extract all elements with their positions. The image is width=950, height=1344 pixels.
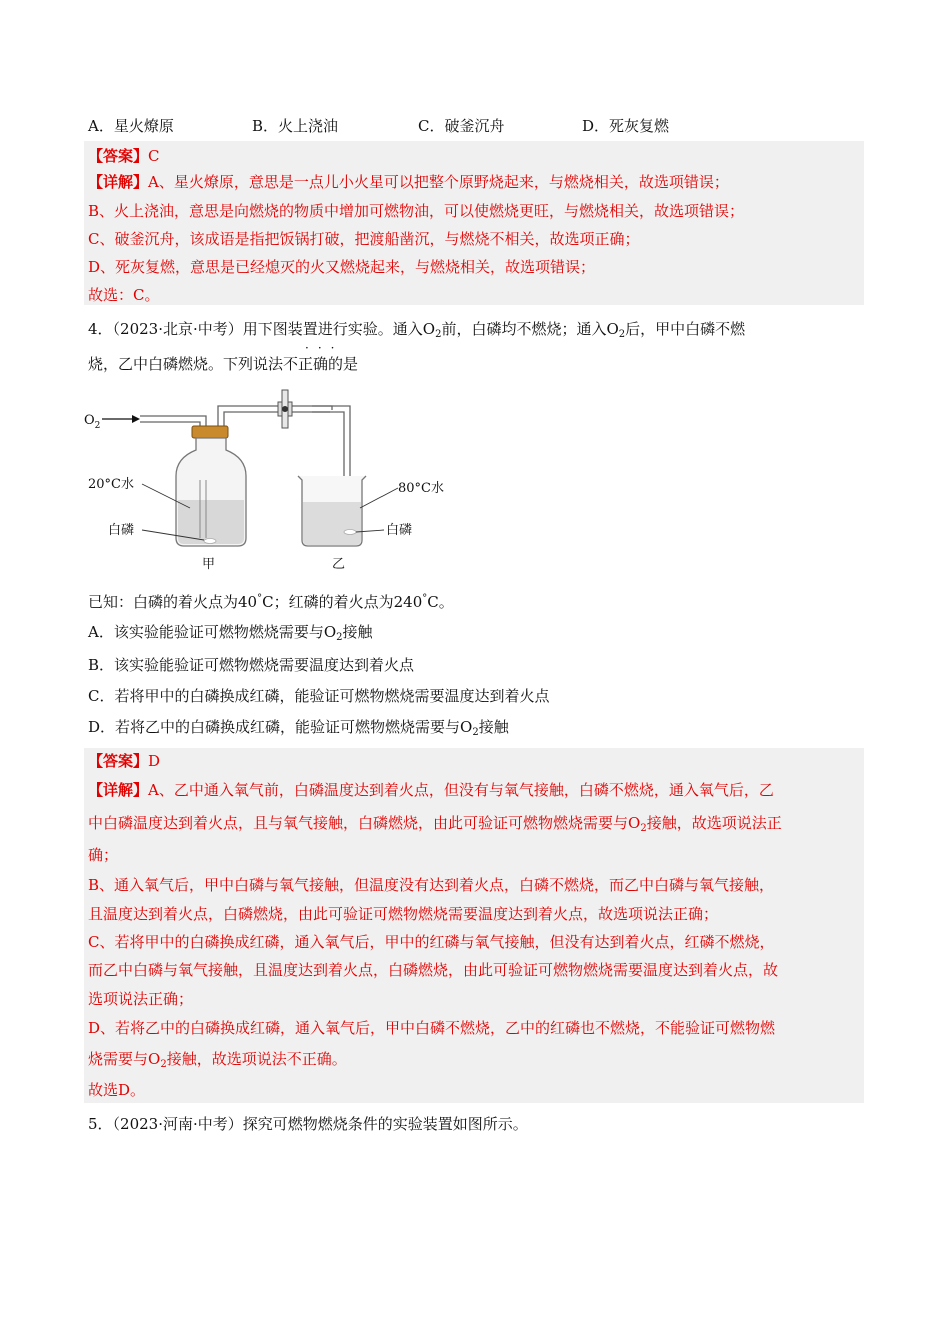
q4-detail-a3: 确；	[88, 846, 119, 864]
q4-option-d: D．若将乙中的白磷换成红磷，能验证可燃物燃烧需要与$O_2$接触	[88, 718, 509, 738]
outlet-tube-a	[218, 406, 332, 430]
q3-detail-d: D、死灰复燃，意思是已经熄灭的火又燃烧起来，与燃烧相关，故选项错误；	[88, 258, 596, 276]
q4-detail-c2: 而乙中白磷与氧气接触，且温度达到着火点，白磷燃烧，由此可验证可燃物燃烧需要温度达到着火点，故	[88, 961, 779, 979]
water-yi	[303, 502, 361, 545]
q3-option-b: B．火上浇油	[252, 117, 339, 135]
q4-detail-d1: D、若将乙中的白磷换成红磷，通入氧气后，甲中白磷不燃烧，乙中的红磷也不燃烧，不能验证可燃物燃	[88, 1019, 776, 1037]
label-jia: 甲	[202, 557, 216, 572]
q4-answer-line: 【答案】D	[88, 752, 161, 770]
label-phos-right: 白磷	[386, 523, 413, 538]
q4-detail-a2: 中白磷温度达到着火点，且与氧气接触，白磷燃烧，由此可验证可燃物燃烧需要与$O_2$接触，故选项说法正	[88, 814, 782, 834]
q3-option-c: C．破釜沉舟	[418, 117, 505, 135]
q3-detail-a: 【详解】A、星火燎原，意思是一点儿小火星可以把整个原野烧起来，与燃烧相关，故选项错误；	[88, 173, 729, 191]
emphasized-text: 不正确	[283, 355, 329, 373]
q4-detail-c1: C、若将甲中的白磷换成红磷，通入氧气后，甲中的红磷与氧气接触，但没有达到着火点，红磷不燃烧，	[88, 933, 775, 951]
q4-known: 已知：白磷的着火点为40°C；红磷的着火点为240°C。	[88, 593, 454, 611]
emphasis-dots: ···	[305, 341, 344, 355]
q3-conclusion: 故选：C。	[88, 286, 160, 304]
q3-answer-box	[84, 141, 864, 305]
label-phos-left: 白磷	[108, 523, 135, 538]
q4-option-c: C．若将甲中的白磷换成红磷，能验证可燃物燃烧需要温度达到着火点	[88, 687, 550, 705]
label-water-20: 20°C水	[88, 477, 134, 492]
q3-option-d: D．死灰复燃	[582, 117, 670, 135]
phosphorus-jia	[204, 539, 216, 544]
answer-label: 【答案】	[88, 147, 149, 165]
q4-detail-c3: 选项说法正确；	[88, 990, 194, 1008]
q4-option-b: B．该实验能验证可燃物燃烧需要温度达到着火点	[88, 656, 415, 674]
q4-detail-a1: 【详解】A、乙中通入氧气前，白磷温度达到着火点，但没有与氧气接触，白磷不燃烧，通入氧气后，乙	[88, 781, 774, 799]
q4-detail-b2: 且温度达到着火点，白磷燃烧，由此可验证可燃物燃烧需要温度达到着火点，故选项说法正确；	[88, 905, 719, 923]
q4-stem-line2: 烧，乙中白磷燃烧。下列说法不正确的是	[88, 355, 359, 373]
phosphorus-yi	[344, 530, 356, 535]
stopper	[192, 426, 228, 438]
q4-option-a: A．该实验能验证可燃物燃烧需要与$O_2$接触	[88, 623, 373, 643]
q4-conclusion: 故选D。	[88, 1081, 146, 1099]
o2-label: $O_2$	[84, 413, 101, 431]
label-water-80: 80°C水	[398, 481, 444, 496]
q3-answer-line	[88, 146, 160, 166]
answer-value: C	[148, 147, 160, 165]
label-yi: 乙	[332, 557, 346, 572]
q4-detail-b1: B、通入氧气后，甲中白磷与氧气接触，但温度没有达到着火点，白磷不燃烧，而乙中白磷与氧气接触，	[88, 876, 775, 894]
apparatus-figure	[80, 388, 480, 578]
q3-detail-b: B、火上浇油，意思是向燃烧的物质中增加可燃物油，可以使燃烧更旺，与燃烧相关，故选项错误；	[88, 202, 745, 220]
q3-option-a: A．星火燎原	[88, 117, 174, 135]
q3-detail-c: C、破釜沉舟，该成语是指把饭锅打破，把渡船凿沉，与燃烧不相关，故选项正确；	[88, 230, 640, 248]
q4-detail-d2: 烧需要与$O_2$接触，故选项说法不正确。	[88, 1050, 347, 1070]
q4-stem-line1: 4．（2023·北京·中考）用下图装置进行实验。通入$O_2$前，白磷均不燃烧；通入$O_2$后，甲中白磷不燃	[88, 320, 746, 340]
detail-label: 【详解】	[88, 173, 149, 191]
arrow-head-icon	[132, 415, 140, 423]
q5-stem: 5．（2023·河南·中考）探究可燃物燃烧条件的实验装置如图所示。	[88, 1115, 528, 1133]
